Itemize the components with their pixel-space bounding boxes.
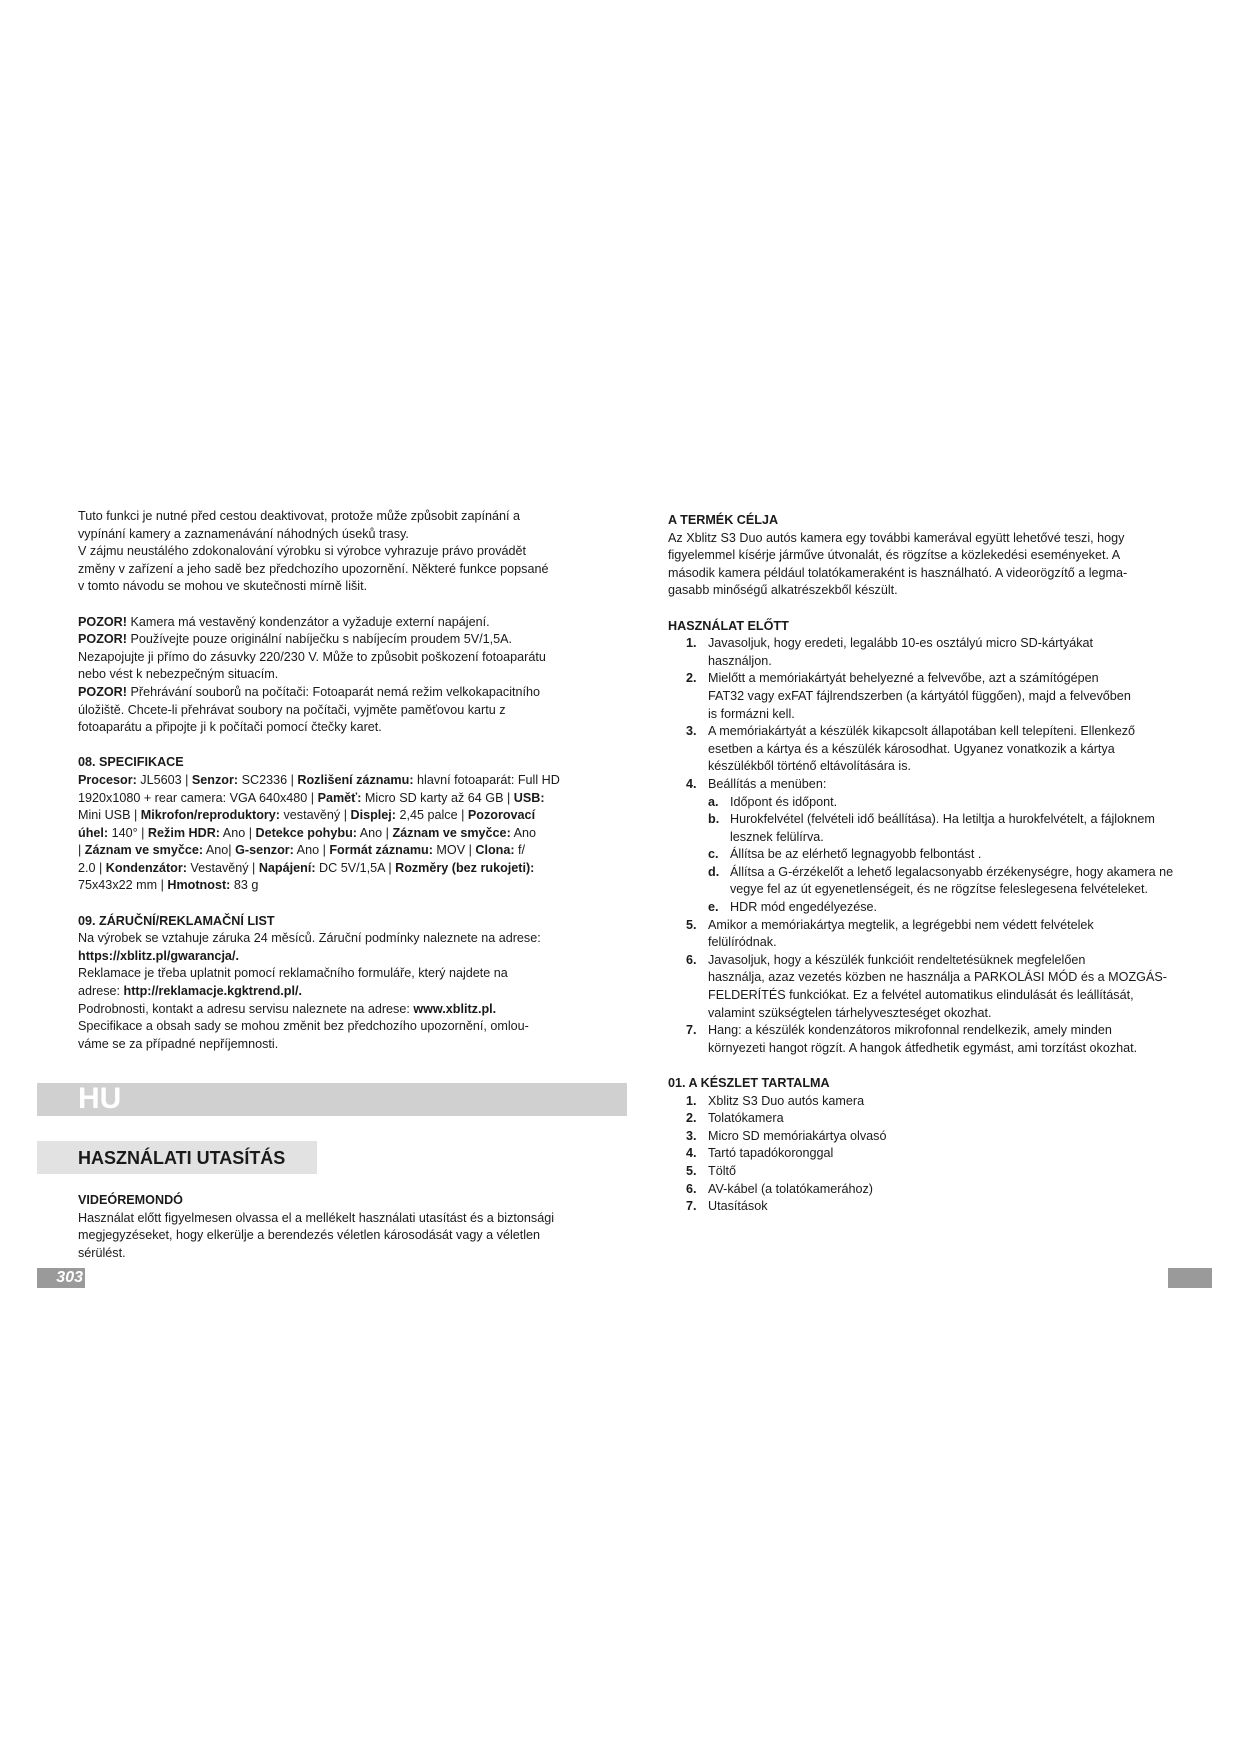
item-text: használjon. (708, 653, 772, 668)
spec-value: MOV | (432, 843, 476, 858)
list-item (668, 1128, 1180, 1146)
spec-value: Vestavěný | (186, 860, 259, 875)
spec-value: Mini USB | (78, 808, 141, 823)
warning-text: Kamera má vestavěný kondenzátor a vyžaduje externí napájení. (126, 614, 490, 629)
warning-2 (78, 631, 590, 649)
item-text: Állítsa a G-érzékelőt a lehető legalacsonyabb érzékenységre, hogy a (730, 864, 1114, 879)
spec-label: Pozorovací (467, 808, 536, 823)
purpose-line: második kamera például tolatókameraként is használható. A videorögzítő a legma- (668, 565, 1128, 580)
spec-value: 75x43x22 mm | (78, 878, 168, 893)
warning-text: nebo vést k nebezpečným situacím. (78, 667, 279, 682)
item-text: környezeti hangot rögzít. A hangok átfedhetik egymást, ami torzítást okozhat. (708, 1040, 1138, 1055)
spec-label: Záznam ve smyčce: (84, 843, 204, 858)
spec-line (78, 790, 590, 808)
warranty-text: adrese: (78, 984, 124, 999)
spec-label: Hmotnost: (167, 878, 231, 893)
spec-line (78, 860, 590, 878)
item-number: 4. (686, 1146, 697, 1161)
list-item (668, 635, 1180, 670)
item-number: 3. (686, 1128, 697, 1143)
item-text: a felvételeket. (1070, 882, 1148, 897)
right-column (668, 512, 1180, 1216)
item-text: valamint szükségtelen tárhelyveszteséget okozhat. (708, 1005, 992, 1020)
spec-line (78, 842, 590, 860)
warning-3 (78, 684, 590, 702)
list-item (708, 811, 1180, 846)
spec-value: vestavěný | (280, 808, 351, 823)
warning-text: úložiště. Chcete-li přehrávat soubory na počítači, vyjměte paměťovou kartu z (78, 702, 506, 717)
item-number: 4. (686, 776, 697, 791)
item-text: A memóriakártyát a készülék kikapcsolt állapotában kell telepíteni. Ellenkező (708, 724, 1136, 739)
item-number: 5. (686, 1163, 697, 1178)
item-text: kamera ne vegye fel az út egyenetlenségeit, és ne rögzítse feleslegesen (730, 864, 1174, 897)
item-number: 7. (686, 1199, 697, 1214)
spec-value: Ano | (293, 843, 330, 858)
intro-line: změny v zařízení a jeho sadě bez předchozího upozornění. Některé funkce popsané (78, 561, 549, 576)
spec-value: f/ (514, 843, 526, 858)
spec-value: Ano| (203, 843, 236, 858)
spec-label: Displej: (350, 808, 396, 823)
spec-label: úhel: (78, 825, 109, 840)
list-item (668, 1145, 1180, 1163)
spec-label: Mikrofon/reproduktory: (140, 808, 280, 823)
spec-label: Detekce pohybu: (255, 825, 357, 840)
item-text: FAT32 vagy exFAT fájlrendszerben (a kártyától függően), majd a felvevőben (708, 688, 1131, 703)
spec-value: 140° | (108, 825, 148, 840)
purpose-line: Az Xblitz S3 Duo autós kamera egy további kamerával együtt lehetővé teszi, hogy (668, 530, 1125, 545)
spec-label: Paměť: (317, 790, 362, 805)
item-text: Időpont és időpont. (730, 794, 838, 809)
menu-settings-list (708, 794, 1180, 917)
spec-label: G-senzor: (235, 843, 294, 858)
warning-text: Používejte pouze originální nabíječku s nabíjecím proudem 5V/1,5A. (126, 632, 513, 647)
warranty-heading: 09. ZÁRUČNÍ/REKLAMAČNÍ LIST (78, 913, 275, 928)
videoremondo-line: megjegyzéseket, hogy elkerülje a berendezés véletlen károsodását vagy a véletlen (78, 1228, 541, 1243)
warranty-link[interactable]: https://xblitz.pl/gwarancja/. (78, 948, 239, 963)
purpose-heading: A TERMÉK CÉLJA (668, 513, 779, 527)
list-item (668, 1022, 1180, 1057)
warranty-line: Reklamace je třeba uplatnit pomocí reklamačního formuláře, který najdete na (78, 966, 508, 981)
item-letter: d. (708, 864, 720, 879)
item-text: HDR mód engedélyezése. (730, 900, 878, 915)
spec-value: Ano | (220, 825, 256, 840)
kit-list (668, 1093, 1180, 1216)
list-item (668, 670, 1180, 723)
spec-value: JL5603 | (136, 772, 192, 787)
item-text: Tolatókamera (708, 1111, 784, 1126)
warning-label: POZOR! (78, 614, 127, 629)
item-text: is formázni kell. (708, 706, 795, 721)
warranty-url[interactable] (78, 948, 590, 966)
warning-text: Přehrávání souborů na počítači: Fotoaparát nemá režim velkokapacitního (126, 684, 541, 699)
spec-label: Režim HDR: (147, 825, 220, 840)
warning-text: Nezapojujte ji přímo do zásuvky 220/230 V. Může to způsobit poškození fotoaparátu (78, 649, 546, 664)
page-number: 303 (37, 1268, 85, 1288)
item-number: 2. (686, 1111, 697, 1126)
list-item (668, 1163, 1180, 1181)
warning-label: POZOR! (78, 632, 127, 647)
item-text: Utasítások (708, 1199, 768, 1214)
spec-label: Formát záznamu: (329, 843, 433, 858)
list-item (668, 723, 1180, 776)
spec-label: Záznam ve smyčce: (392, 825, 511, 840)
spec-line (78, 772, 590, 790)
spec-label: Rozměry (bez rukojeti): (395, 860, 535, 875)
item-text: Javasoljuk, hogy eredeti, legalább 10-es osztályú micro SD-kártyákat (708, 636, 1093, 651)
spec-label: Procesor: (78, 772, 137, 787)
complaint-link[interactable]: http://reklamacje.kgktrend.pl/. (123, 984, 302, 999)
list-item (708, 846, 1180, 864)
spec-value: Ano (510, 825, 536, 840)
website-link[interactable]: www.xblitz.pl. (413, 1001, 497, 1016)
videoremondo-heading: VIDEÓREMONDÓ (78, 1193, 183, 1207)
item-text: esetben a kártya és a készülék károsodhat. Ugyanez vonatkozik a kártya (708, 741, 1115, 756)
warranty-line (78, 1001, 590, 1019)
spec-line (78, 877, 590, 895)
warranty-line (78, 983, 590, 1001)
item-text: Micro SD memóriakártya olvasó (708, 1128, 887, 1143)
warranty-line: Specifikace a obsah sady se mohou změnit bez předchozího upozornění, omlou- (78, 1019, 529, 1034)
item-text: AV-kábel (a tolatókamerához) (708, 1181, 873, 1196)
spec-line (78, 807, 590, 825)
item-number: 6. (686, 1181, 697, 1196)
item-text: Hang: a készülék kondenzátoros mikrofonnal rendelkezik, amely minden (708, 1023, 1112, 1038)
item-text: Állítsa be az elérhető legnagyobb felbontást . (730, 847, 982, 862)
item-text: Beállítás a menüben: (708, 776, 827, 791)
list-item (668, 1110, 1180, 1128)
language-bar (37, 1083, 627, 1116)
spec-label: Senzor: (191, 772, 239, 787)
item-text: felülíródnak. (708, 935, 777, 950)
warning-label: POZOR! (78, 684, 127, 699)
spec-value: Ano | (356, 825, 393, 840)
item-text: Xblitz S3 Duo autós kamera (708, 1093, 865, 1108)
item-letter: c. (708, 847, 719, 862)
intro-line: V zájmu neustálého zdokonalování výrobku si výrobce vyhrazuje právo provádět (78, 544, 527, 559)
before-use-list (668, 635, 1180, 1057)
purpose-line: figyelemmel kísérje járműve útvonalát, és rögzítse a közlekedési eseményeket. A (668, 548, 1121, 563)
warning-1 (78, 614, 590, 632)
list-item (668, 1198, 1180, 1216)
purpose-line: gasabb minőségű alkatrészekből készült. (668, 583, 898, 598)
spec-value: | (78, 843, 85, 858)
spec-value: Micro SD karty až 64 GB | (361, 790, 514, 805)
list-item (708, 794, 1180, 812)
kit-heading: 01. A KÉSZLET TARTALMA (668, 1076, 830, 1090)
list-item (668, 917, 1180, 952)
intro-line: vypínání kamery a zaznamenávání náhodných úseků trasy. (78, 526, 409, 541)
list-item (668, 1093, 1180, 1111)
videoremondo-line: sérülést. (78, 1245, 126, 1260)
spec-value: 2,45 palce | (395, 808, 468, 823)
spec-label: Rozlišení záznamu: (297, 772, 414, 787)
intro-line: v tomto návodu se mohou ve skutečnosti mírně lišit. (78, 579, 368, 594)
list-item (668, 776, 1180, 917)
list-item (668, 952, 1180, 1022)
spec-heading: 08. SPECIFIKACE (78, 755, 184, 770)
item-text: Javasoljuk, hogy a készülék funkcióit rendeltetésüknek megfelelően (708, 952, 1086, 967)
intro-line: Tuto funkci je nutné před cestou deaktivovat, protože může způsobit zapínání a (78, 509, 520, 523)
spec-label: Clona: (475, 843, 515, 858)
item-text: Töltő (708, 1163, 736, 1178)
item-number: 7. (686, 1023, 697, 1038)
spec-label: USB: (513, 790, 545, 805)
spec-value: DC 5V/1,5A | (315, 860, 396, 875)
item-number: 5. (686, 917, 697, 932)
spec-value: hlavní fotoaparát: Full HD (413, 772, 560, 787)
item-number: 1. (686, 1093, 697, 1108)
left-column (78, 508, 590, 1053)
item-number: 6. (686, 952, 697, 967)
spec-value: 1920x1080 + rear camera: VGA 640x480 | (78, 790, 318, 805)
list-item (708, 899, 1180, 917)
item-text: Amikor a memóriakártya megtelik, a legrégebbi nem védett felvételek (708, 917, 1094, 932)
item-letter: b. (708, 812, 720, 827)
item-text: nem lesznek felülírva. (730, 812, 1155, 844)
item-number: 2. (686, 671, 697, 686)
language-label: HU (78, 1082, 122, 1115)
warranty-line: Na výrobek se vztahuje záruka 24 měsíců. Záruční podmínky naleznete na adrese: (78, 931, 541, 946)
item-letter: a. (708, 794, 719, 809)
page-tab-right (1168, 1268, 1212, 1288)
item-text: Tartó tapadókoronggal (708, 1146, 834, 1161)
warning-text: fotoaparátu a připojte ji k počítači pomocí čtečky karet. (78, 720, 382, 735)
spec-label: Kondenzátor: (105, 860, 187, 875)
spec-value: 2.0 | (78, 860, 106, 875)
warranty-line: váme se za případné nepříjemnosti. (78, 1036, 279, 1051)
item-text: készülékből történő eltávolítására is. (708, 759, 912, 774)
item-letter: e. (708, 900, 719, 915)
videoremondo-section (78, 1192, 590, 1262)
videoremondo-line: Használat előtt figyelmesen olvassa el a mellékelt használati utasítást és a biztonsági (78, 1210, 555, 1225)
before-use-heading: HASZNÁLAT ELŐTT (668, 618, 789, 633)
spec-label: Napájení: (258, 860, 316, 875)
manual-title: HASZNÁLATI UTASÍTÁS (78, 1148, 286, 1168)
item-text: Hurokfelvétel (felvételi idő beállítása). Ha letiltja a hurokfelvételt, a fájlok (730, 812, 1131, 827)
item-text: Mielőtt a memóriakártyát behelyezné a felvevőbe, azt a számítógépen (708, 671, 1099, 686)
item-number: 1. (686, 636, 697, 651)
warranty-text: Podrobnosti, kontakt a adresu servisu naleznete na adrese: (78, 1001, 414, 1016)
list-item (708, 864, 1180, 899)
spec-value: SC2336 | (238, 772, 298, 787)
spec-line (78, 825, 590, 843)
item-text: használja, azaz vezetés közben ne használja a PARKOLÁSI MÓD és a MOZGÁS- (708, 970, 1167, 985)
list-item (668, 1181, 1180, 1199)
item-text: FELDERÍTÉS funkciókat. Ez a felvétel automatikus elindulását és leállítását, (708, 988, 1134, 1003)
spec-value: 83 g (230, 878, 259, 893)
item-number: 3. (686, 724, 697, 739)
